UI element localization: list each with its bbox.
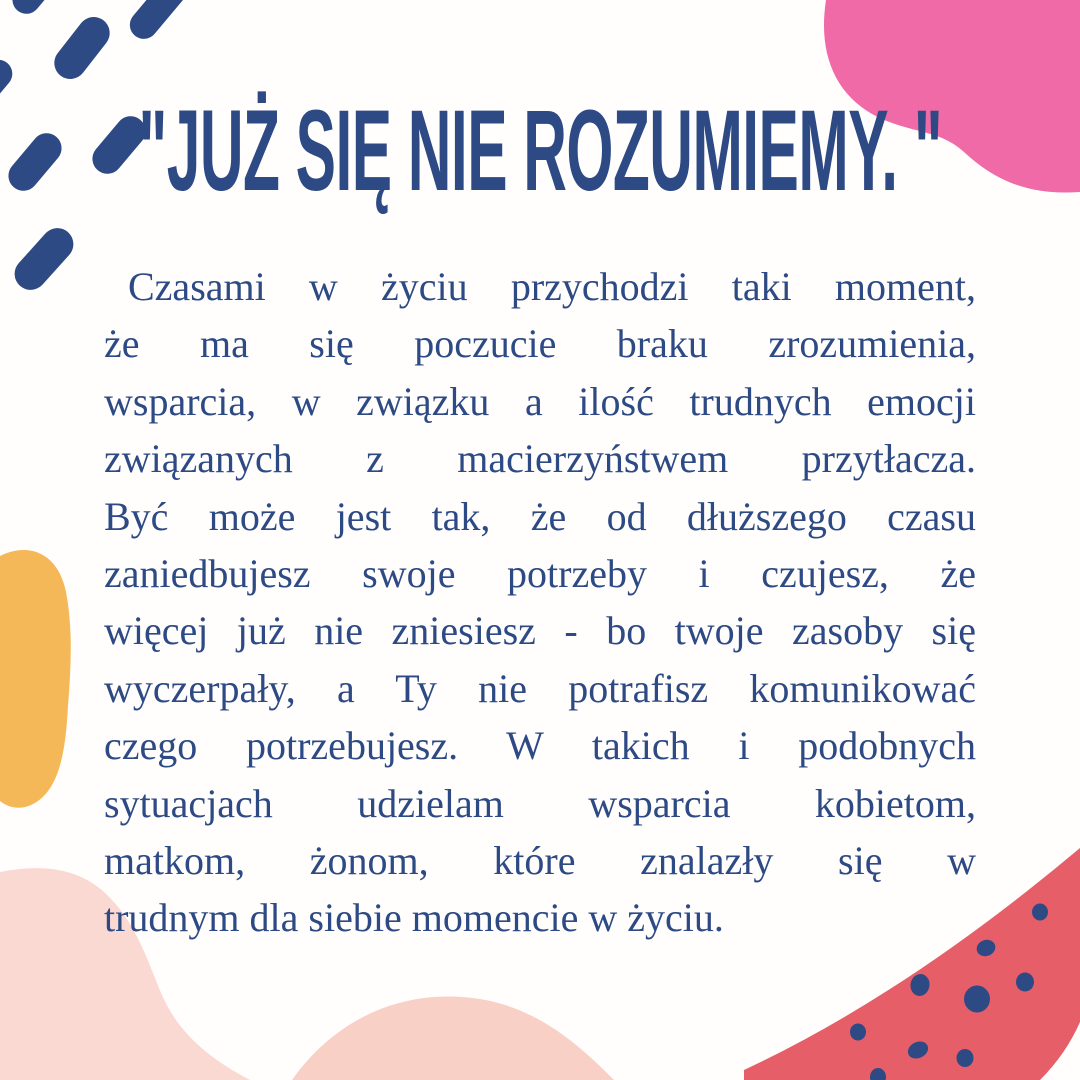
body-line: wsparcia, w związku a ilość trudnych emocji xyxy=(104,378,976,424)
seed-dot-icon xyxy=(957,1049,974,1067)
body-line: Być może jest tak, że od dłuższego czasu xyxy=(104,493,976,539)
seed-dot-icon xyxy=(850,1024,866,1041)
yellow-blob-icon xyxy=(0,550,71,808)
body-line: trudnym dla siebie momencie w życiu. xyxy=(104,895,724,941)
seed-dot-icon xyxy=(1032,904,1048,921)
peach-hill-icon xyxy=(292,997,614,1080)
body-line: zaniedbujesz swoje potrzeby i czujesz, że xyxy=(104,551,976,597)
quote-title xyxy=(0,85,1080,216)
body-line: czego potrzebujesz. W takich i podobnych xyxy=(104,723,976,769)
body-line: matkom, żonom, które znalazły się w xyxy=(104,838,976,884)
quote-title-text: "JUŻ SIĘ NIE ROZUMIEMY. " xyxy=(138,85,942,216)
body-line: wyczerpały, a Ty nie potrafisz komunikować xyxy=(104,665,976,711)
body-line: więcej już nie zniesiesz - bo twoje zasoby się xyxy=(104,608,976,654)
seed-dot-icon xyxy=(964,986,990,1013)
body-line: że ma się poczucie braku zrozumienia, xyxy=(104,321,976,367)
body-line: Czasami w życiu przychodzi taki moment, xyxy=(128,264,976,309)
seed-dot-icon xyxy=(1016,973,1034,992)
body-line: sytuacjach udzielam wsparcia kobietom, xyxy=(104,780,976,826)
body-line: związanych z macierzyństwem przytłacza. xyxy=(104,436,976,482)
body-text xyxy=(104,258,976,947)
